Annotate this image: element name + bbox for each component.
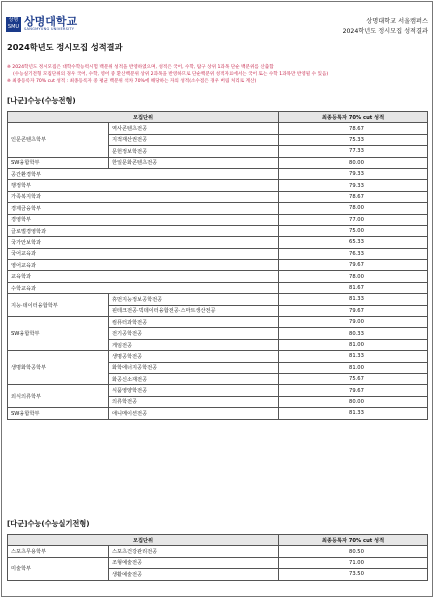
major-name: 애니메이션전공 [109,408,279,419]
cut-score: 81.00 [279,362,428,373]
table-row [8,191,428,202]
table-row [8,408,428,419]
table-row [8,157,428,168]
note-line-2: (수능실기전형 모집단위의 경우 국어, 수학, 영어 중 환산백분위 상위 2과목을 반영하므로 단순백분위 성적자료에서는 국어 또는 수학 1과목만 반영될 수 있음) [13,72,329,78]
header-subtitle: 2024학년도 정시모집 성적결과 [342,28,428,35]
department-name: 생명화학공학부 [8,351,109,385]
department-name: 스포츠무용학부 [8,546,109,557]
section2-title: [다군]수능(수능실기전형) [7,519,90,528]
cut-score: 75.00 [279,225,428,236]
cut-score: 77.33 [279,146,428,157]
cut-score: 73.50 [279,569,428,580]
cut-score: 79.33 [279,180,428,191]
major-name: 지적재산권전공 [109,134,279,145]
cut-score: 71.00 [279,557,428,568]
section2-table [7,534,428,581]
table-row [8,203,428,214]
table-row [8,180,428,191]
unit-name: 교육학과 [8,271,279,282]
unit-name: 경영학부 [8,214,279,225]
unit-name: 수학교육과 [8,282,279,293]
logo-english-name: SANGMYUNG UNIVERSITY [24,27,75,31]
cut-score: 76.33 [279,248,428,259]
table-row [8,248,428,259]
unit-name: 가족복지학과 [8,191,279,202]
major-name: 의류학전공 [109,396,279,407]
major-name: 전기공학전공 [109,328,279,339]
university-logo [6,16,77,32]
table-row [8,271,428,282]
table-row [8,225,428,236]
unit-name: 글로벌경영학과 [8,225,279,236]
major-name: 조형예술전공 [109,557,279,568]
major-name: 스포츠건강관리전공 [109,546,279,557]
table-row [8,385,428,396]
section1-title: [나군]수능(수능전형) [7,96,76,105]
major-name: 생명공학전공 [109,351,279,362]
unit-name: 경제금융학부 [8,203,279,214]
unit-name: 국가안보학과 [8,237,279,248]
table-row [8,546,428,557]
logo-korean-name: 상명대학교 [24,15,78,28]
unit-name: 영어교육과 [8,260,279,271]
cut-score: 78.67 [279,123,428,134]
cut-score: 79.00 [279,317,428,328]
logo-mark-top: 상명 [8,17,19,23]
header-info [343,17,428,37]
cut-score: 78.00 [279,203,428,214]
unit-name: 국어교육과 [8,248,279,259]
table-row [8,317,428,328]
major-name: 화공신소재전공 [109,373,279,384]
cut-score: 77.00 [279,214,428,225]
department-name: 미술학부 [8,557,109,580]
table-header-row [8,112,428,123]
table-row [8,260,428,271]
cut-score: 79.33 [279,168,428,179]
unit-name: 공간환경학부 [8,168,279,179]
table-row [8,294,428,305]
document-title: 2024학년도 정시모집 성적결과 [7,42,123,52]
cut-score: 80.33 [279,328,428,339]
note-line-1: ※ 2024학년도 정시모집은 대학수학능력시험 백분위 성적을 반영하였으며, 성적은 국어, 수학, 탐구 상위 1과목 단순 백분위를 산출함 [7,65,274,70]
header-score: 최종등록자 70% cut 성적 [279,112,428,123]
notes-block [7,64,429,85]
cut-score: 78.00 [279,271,428,282]
section1-body [8,123,428,419]
cut-score: 81.33 [279,408,428,419]
cut-score: 80.00 [279,396,428,407]
department-name: 외식의류학부 [8,385,109,408]
department-name: 지능·데이터융합학부 [8,294,109,317]
department-name: SW융합학부 [8,408,109,419]
header-unit: 모집단위 [8,112,279,123]
cut-score: 81.67 [279,282,428,293]
table-row [8,168,428,179]
logo-mark-bottom: SMU [7,24,20,30]
table-row [8,214,428,225]
cut-score: 81.33 [279,294,428,305]
table-row [8,237,428,248]
table-header-row [8,535,428,546]
cut-score: 79.67 [279,385,428,396]
major-name: 컴퓨터과학전공 [109,317,279,328]
major-name: 게임전공 [109,339,279,350]
department-name: SW융합학부 [8,317,109,351]
major-name: 한일문화콘텐츠전공 [109,157,279,168]
major-name: 핀테크전공·빅데이터융합전공·스마트생산전공 [109,305,279,316]
note-line-3: ※ 최종등록자 70% cut 성적 : 최종등록자 중 평균 백분위 석차 70%에 해당하는 자의 성적(소수점은 경우 버림 처리로 계산) [7,79,257,85]
unit-name: 행정학부 [8,180,279,191]
header-unit: 모집단위 [8,535,279,546]
major-name: 문헌정보학전공 [109,146,279,157]
major-name: 생활예술전공 [109,569,279,580]
major-name: 휴먼지능정보공학전공 [109,294,279,305]
cut-score: 81.00 [279,339,428,350]
cut-score: 79.67 [279,260,428,271]
table-row [8,123,428,134]
section1-table [7,111,428,420]
cut-score: 65.33 [279,237,428,248]
table-row [8,282,428,293]
cut-score: 75.33 [279,134,428,145]
cut-score: 75.67 [279,373,428,384]
cut-score: 79.67 [279,305,428,316]
cut-score: 81.33 [279,351,428,362]
table-row [8,557,428,568]
department-name: 인문콘텐츠학부 [8,123,109,157]
table-row [8,351,428,362]
cut-score: 80.50 [279,546,428,557]
section2-body [8,546,428,580]
department-name: SW융합학부 [8,157,109,168]
campus-label: 상명대학교 서울캠퍼스 [366,18,428,25]
cut-score: 80.00 [279,157,428,168]
cut-score: 78.67 [279,191,428,202]
major-name: 식품영양학전공 [109,385,279,396]
header-score: 최종등록자 70% cut 성적 [279,535,428,546]
major-name: 화학에너지공학전공 [109,362,279,373]
major-name: 역사콘텐츠전공 [109,123,279,134]
logo-emblem [6,17,21,32]
